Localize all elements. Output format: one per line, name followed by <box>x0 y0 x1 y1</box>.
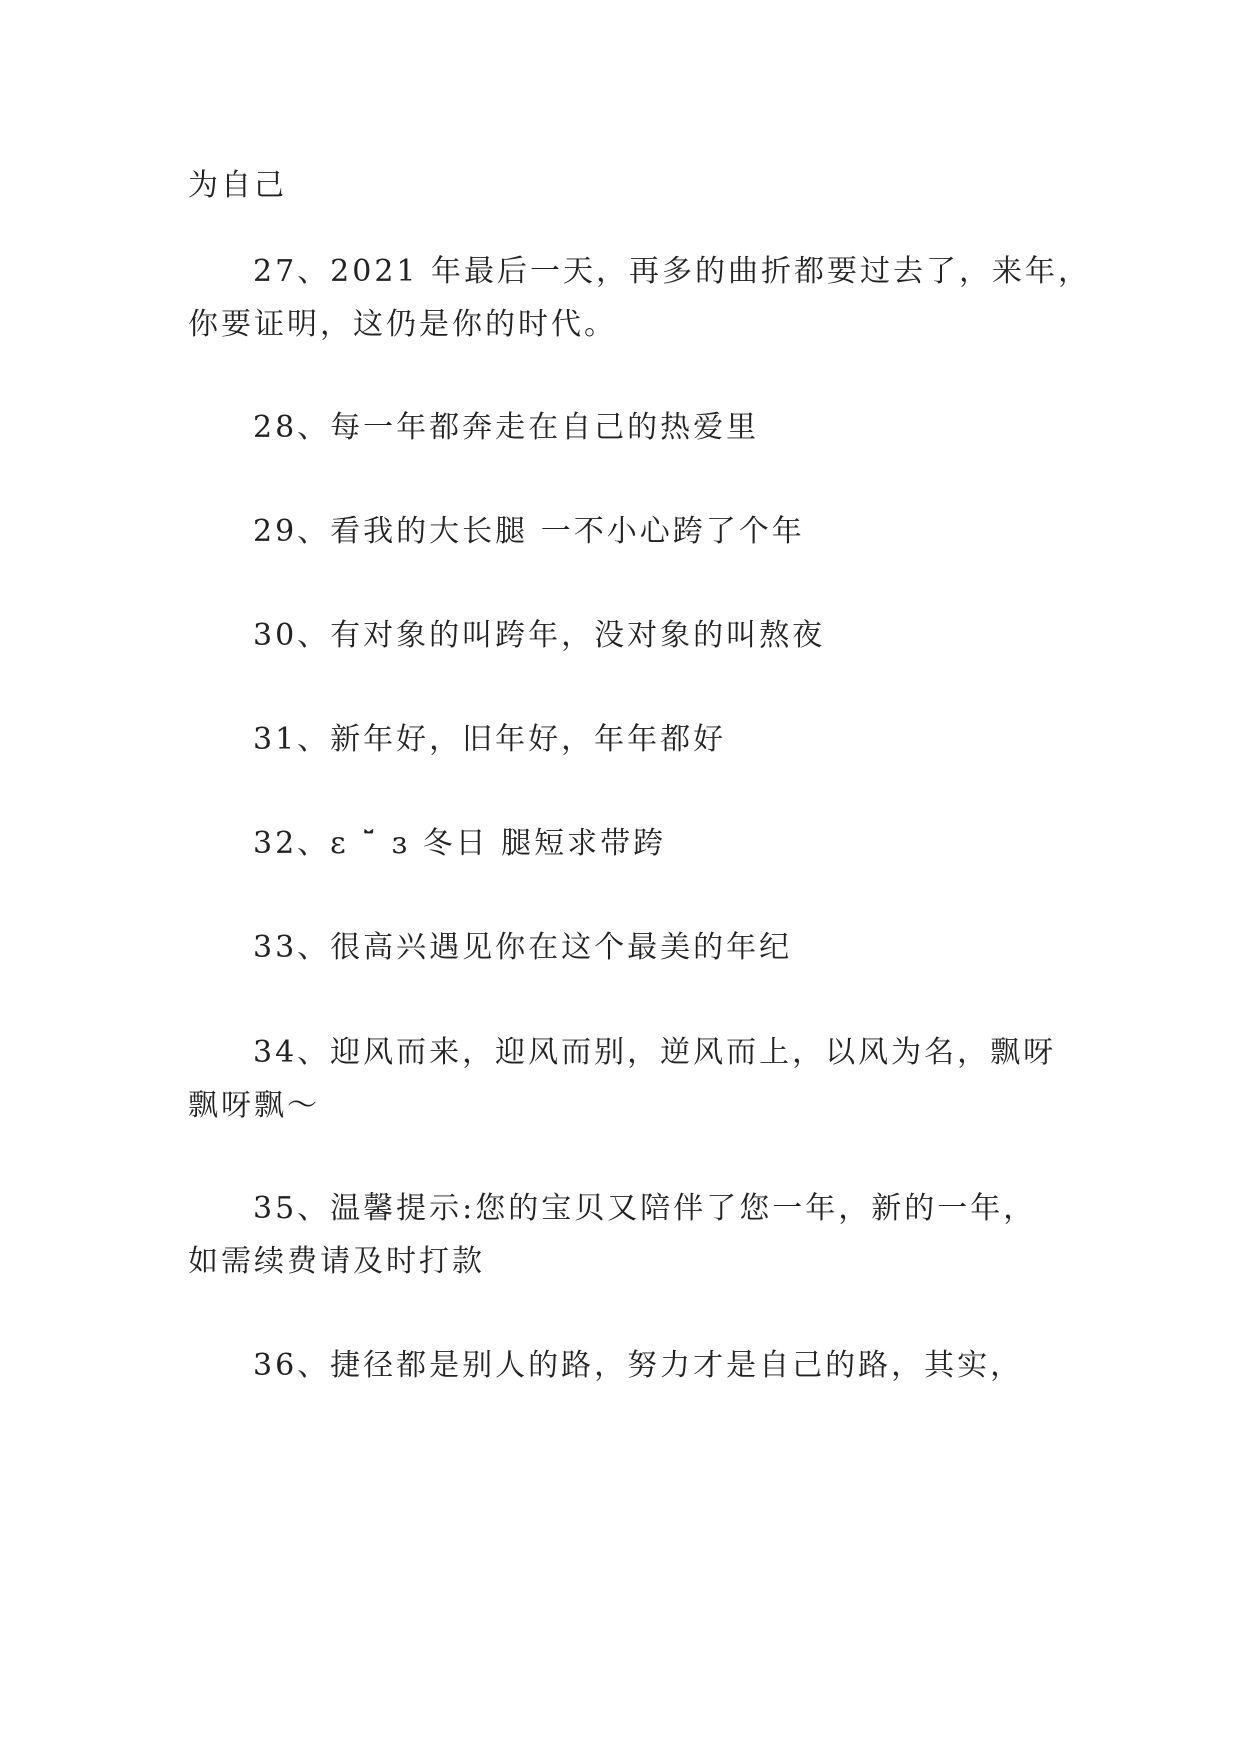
list-item-28: 28、每一年都奔走在自己的热爱里 <box>253 410 760 445</box>
list-item-31: 31、新年好，旧年好，年年都好 <box>253 722 727 757</box>
list-item-29: 29、看我的大长腿 一不小心跨了个年 <box>253 514 805 549</box>
text-line: 为自己 <box>188 168 287 203</box>
list-item-27-line-2: 你要证明，这仍是你的时代。 <box>188 307 617 342</box>
list-item-36-line-1: 36、捷径都是别人的路，努力才是自己的路，其实， <box>253 1348 1024 1383</box>
list-item-30: 30、有对象的叫跨年，没对象的叫熬夜 <box>253 618 826 653</box>
list-item-27-line-1: 27、2021 年最后一天，再多的曲折都要过去了，来年， <box>253 254 1092 289</box>
list-item-34-line-2: 飘呀飘～ <box>188 1088 320 1123</box>
list-item-33: 33、很高兴遇见你在这个最美的年纪 <box>253 930 793 965</box>
list-item-35-line-1: 35、温馨提示:您的宝贝又陪伴了您一年，新的一年， <box>253 1191 1037 1226</box>
list-item-35-line-2: 如需续费请及时打款 <box>188 1244 485 1279</box>
list-item-32: 32、ɛ ˘̈ ɜ 冬日 腿短求带跨 <box>253 826 667 861</box>
list-item-34-line-1: 34、迎风而来，迎风而别，逆风而上，以风为名，飘呀 <box>253 1035 1057 1070</box>
